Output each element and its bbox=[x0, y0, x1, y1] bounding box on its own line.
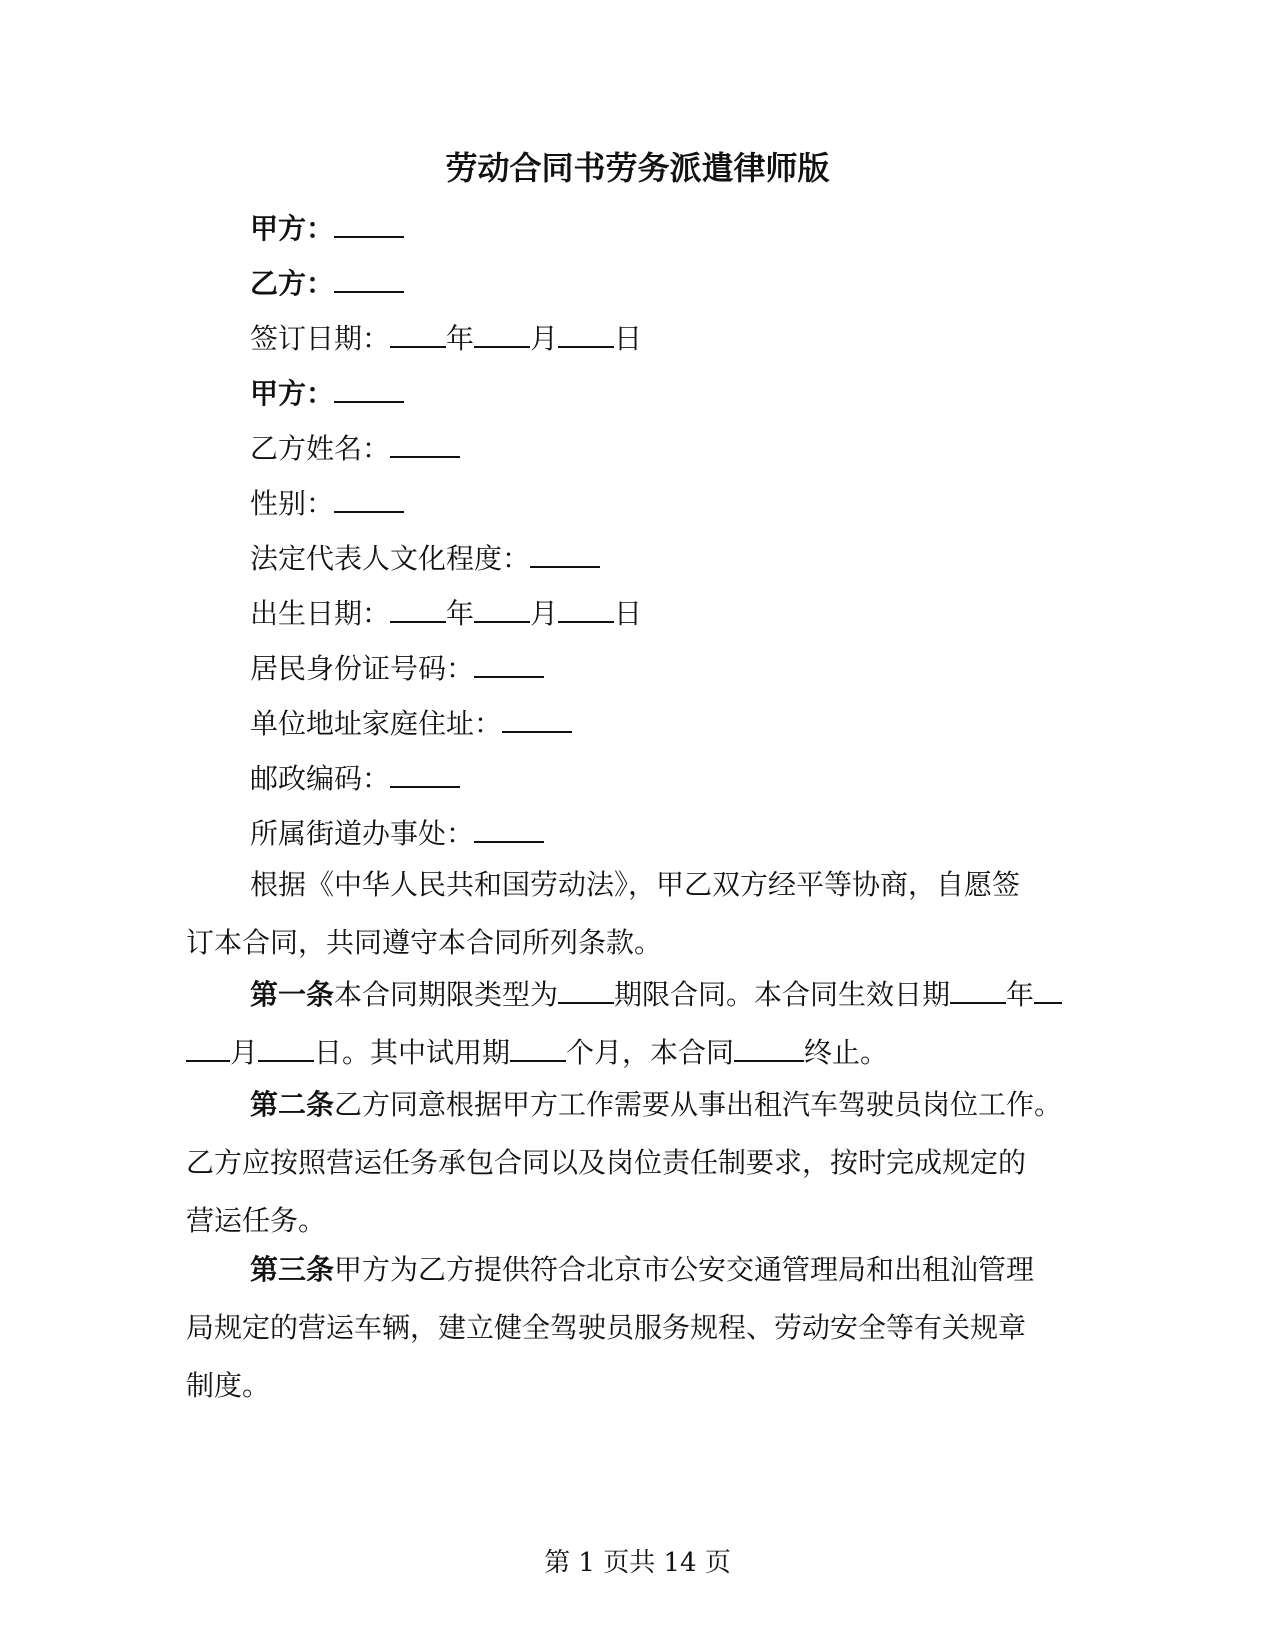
article-2-line-2: 乙方应按照营运任务承包合同以及岗位责任制要求，按时完成规定的 bbox=[186, 1146, 1027, 1179]
intro-line-2: 订本合同，共同遵守本合同所列条款。 bbox=[186, 926, 663, 959]
article-2-line-1 bbox=[186, 1076, 1086, 1134]
effective-month-blank-a[interactable] bbox=[1034, 972, 1062, 1004]
id-number-field bbox=[250, 646, 544, 689]
day-label: 日 bbox=[614, 322, 643, 355]
article-1-line-2 bbox=[186, 1024, 1086, 1082]
article-1 bbox=[186, 966, 1086, 1082]
party-b-name-label: 乙方姓名： bbox=[250, 432, 391, 465]
address-field bbox=[250, 701, 572, 744]
article-2-heading: 第二条 bbox=[250, 1088, 335, 1121]
party-a-label-2: 甲方： bbox=[250, 377, 335, 410]
street-office-blank[interactable] bbox=[474, 811, 544, 843]
article-3-line-1 bbox=[186, 1241, 1086, 1299]
article-1-month: 月 bbox=[230, 1036, 259, 1069]
article-1-text-2: 期限合同。本合同生效日期 bbox=[614, 978, 951, 1011]
article-1-heading: 第一条 bbox=[250, 978, 335, 1011]
article-3 bbox=[186, 1241, 1086, 1415]
postcode-field bbox=[250, 756, 460, 799]
legal-rep-label: 法定代表人文化程度： bbox=[250, 542, 531, 575]
street-office-label: 所属街道办事处： bbox=[250, 817, 475, 850]
page-title: 劳动合同书劳务派遣律师版 bbox=[445, 149, 830, 187]
birth-month-label: 月 bbox=[530, 597, 559, 630]
party-a-blank-2[interactable] bbox=[334, 371, 404, 403]
article-3-text-1: 甲方为乙方提供符合北京市公安交通管理局和出租汕管理 bbox=[334, 1253, 1035, 1286]
postcode-blank[interactable] bbox=[390, 756, 460, 788]
article-1-line-1 bbox=[186, 966, 1086, 1024]
address-blank[interactable] bbox=[502, 701, 572, 733]
sign-day-blank[interactable] bbox=[558, 316, 614, 348]
id-number-label: 居民身份证号码： bbox=[250, 652, 475, 685]
effective-month-blank-b[interactable] bbox=[186, 1030, 230, 1062]
intro-paragraph bbox=[186, 856, 1086, 972]
id-number-blank[interactable] bbox=[474, 646, 544, 678]
birth-day-blank[interactable] bbox=[558, 591, 614, 623]
probation-blank[interactable] bbox=[510, 1030, 566, 1062]
party-b-name-blank[interactable] bbox=[390, 426, 460, 458]
sign-date-label: 签订日期： bbox=[250, 322, 391, 355]
article-1-text-1: 本合同期限类型为 bbox=[334, 978, 559, 1011]
termination-blank[interactable] bbox=[734, 1030, 804, 1062]
legal-rep-blank[interactable] bbox=[530, 536, 600, 568]
sign-year-blank[interactable] bbox=[390, 316, 446, 348]
article-3-line-2: 局规定的营运车辆，建立健全驾驶员服务规程、劳动安全等有关规章 bbox=[186, 1311, 1027, 1344]
gender-label: 性别： bbox=[250, 487, 335, 520]
street-office-field bbox=[250, 811, 544, 854]
birth-day-label: 日 bbox=[614, 597, 643, 630]
birth-month-blank[interactable] bbox=[474, 591, 530, 623]
birth-date-label: 出生日期： bbox=[250, 597, 391, 630]
article-1-year: 年 bbox=[1006, 978, 1035, 1011]
article-2-text-1: 乙方同意根据甲方工作需要从事出租汽车驾驶员岗位工作。 bbox=[334, 1088, 1063, 1121]
intro-line-1: 根据《中华人民共和国劳动法》，甲乙双方经平等协商，自愿签 bbox=[250, 868, 1021, 901]
postcode-label: 邮政编码： bbox=[250, 762, 391, 795]
sign-month-blank[interactable] bbox=[474, 316, 530, 348]
party-a-blank[interactable] bbox=[334, 206, 404, 238]
party-b-label: 乙方： bbox=[250, 267, 335, 300]
birth-year-label: 年 bbox=[446, 597, 475, 630]
page-footer: 第 1 页共 14 页 bbox=[544, 1548, 731, 1578]
party-b-blank[interactable] bbox=[334, 261, 404, 293]
article-2-line-3: 营运任务。 bbox=[186, 1204, 327, 1237]
article-1-text-5: 日。其中试用期 bbox=[314, 1036, 511, 1069]
article-3-heading: 第三条 bbox=[250, 1253, 335, 1286]
article-3-line-3: 制度。 bbox=[186, 1369, 271, 1402]
legal-rep-field bbox=[250, 536, 600, 579]
effective-day-blank[interactable] bbox=[258, 1030, 314, 1062]
sign-date-field bbox=[250, 316, 642, 359]
year-label: 年 bbox=[446, 322, 475, 355]
party-b-field bbox=[250, 261, 404, 304]
party-a-label: 甲方： bbox=[250, 212, 335, 245]
birth-year-blank[interactable] bbox=[390, 591, 446, 623]
party-a-field-2 bbox=[250, 371, 404, 414]
article-2 bbox=[186, 1076, 1086, 1250]
party-b-name-field bbox=[250, 426, 460, 469]
term-type-blank[interactable] bbox=[558, 972, 614, 1004]
month-label: 月 bbox=[530, 322, 559, 355]
article-1-text-7: 终止。 bbox=[804, 1036, 889, 1069]
gender-blank[interactable] bbox=[334, 481, 404, 513]
article-1-text-6: 个月，本合同 bbox=[566, 1036, 735, 1069]
gender-field bbox=[250, 481, 404, 524]
effective-year-blank[interactable] bbox=[950, 972, 1006, 1004]
birth-date-field bbox=[250, 591, 642, 634]
address-label: 单位地址家庭住址： bbox=[250, 707, 503, 740]
party-a-field bbox=[250, 206, 404, 249]
